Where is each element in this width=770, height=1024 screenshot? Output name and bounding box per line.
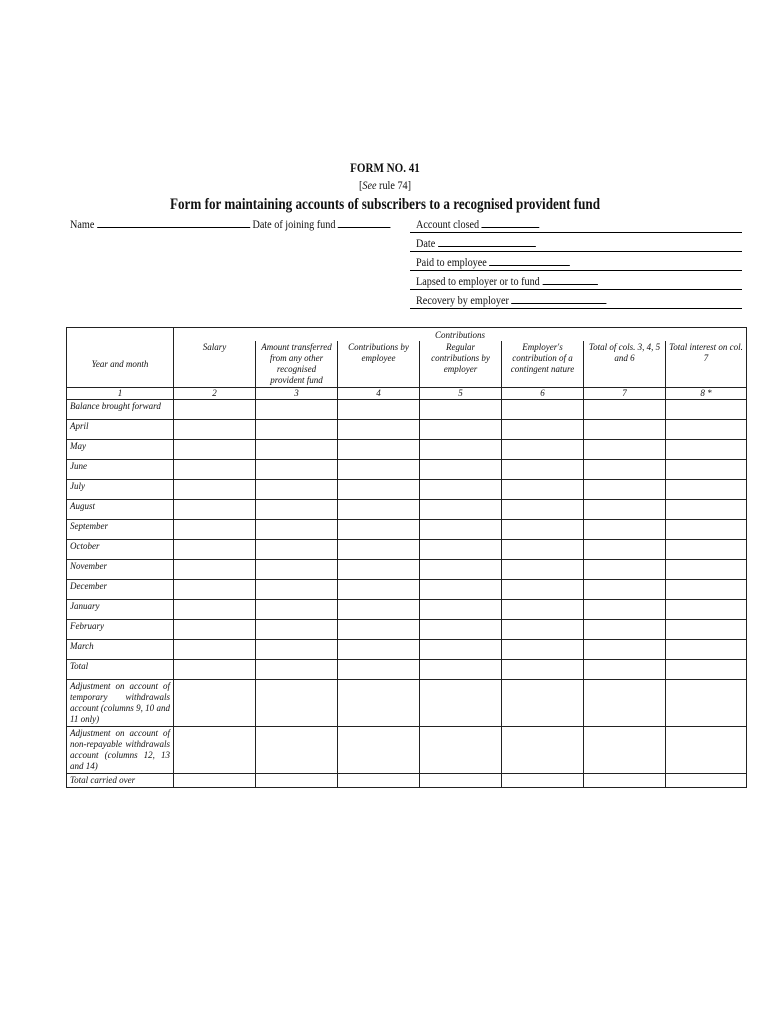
entry-cell[interactable]: [256, 600, 338, 620]
table-row: [67, 480, 747, 500]
row-label: May: [67, 440, 174, 460]
entry-cell[interactable]: [584, 480, 666, 500]
divider: [410, 289, 742, 290]
entry-cell[interactable]: [338, 560, 420, 580]
entry-cell[interactable]: [502, 540, 584, 560]
ledger-table: [66, 327, 747, 788]
column-header: Regular contributions by employer: [420, 341, 502, 388]
entry-cell[interactable]: [174, 400, 256, 420]
divider: [410, 232, 742, 233]
entry-cell[interactable]: [502, 520, 584, 540]
entry-cell[interactable]: [502, 600, 584, 620]
column-header: Employer's contribution of a contingent nature: [502, 341, 584, 388]
entry-cell[interactable]: [256, 480, 338, 500]
entry-cell[interactable]: [338, 774, 420, 788]
row-label: Total: [67, 660, 174, 680]
column-number: 7: [584, 388, 666, 400]
entry-cell[interactable]: [420, 600, 502, 620]
date-joining-label: Date of joining fund: [252, 217, 336, 231]
table-row: [67, 540, 747, 560]
column-header: Year and month: [67, 328, 174, 388]
entry-cell[interactable]: [420, 680, 502, 727]
entry-cell[interactable]: [502, 640, 584, 660]
column-header: Amount transferred from any other recognised provident fund: [256, 341, 338, 388]
entry-cell[interactable]: [420, 440, 502, 460]
name-field[interactable]: [70, 217, 391, 232]
entry-cell[interactable]: [584, 540, 666, 560]
entry-cell[interactable]: [584, 680, 666, 727]
account-closed-blank[interactable]: [482, 217, 540, 228]
entry-cell[interactable]: [256, 680, 338, 727]
column-header: Total of cols. 3, 4, 5 and 6: [584, 341, 666, 388]
column-header: Salary: [174, 341, 256, 388]
name-label: Name: [70, 217, 95, 231]
divider: [410, 308, 742, 309]
entry-cell[interactable]: [420, 580, 502, 600]
date-label: Date: [416, 236, 436, 250]
entry-cell[interactable]: [420, 640, 502, 660]
entry-cell[interactable]: [666, 500, 747, 520]
row-label: Balance brought forward: [67, 400, 174, 420]
entry-cell[interactable]: [666, 420, 747, 440]
entry-cell[interactable]: [584, 560, 666, 580]
entry-cell[interactable]: [420, 480, 502, 500]
paid-blank[interactable]: [489, 255, 570, 266]
table-row: [67, 420, 747, 440]
table-row: [67, 620, 747, 640]
row-label: January: [67, 600, 174, 620]
recovery-blank[interactable]: [511, 293, 606, 304]
table-row: [67, 500, 747, 520]
row-label: November: [67, 560, 174, 580]
name-blank[interactable]: [97, 217, 250, 228]
entry-cell[interactable]: [584, 620, 666, 640]
row-label: June: [67, 460, 174, 480]
entry-cell[interactable]: [502, 727, 584, 774]
entry-cell[interactable]: [420, 520, 502, 540]
column-number: 8 *: [666, 388, 747, 400]
entry-cell[interactable]: [420, 727, 502, 774]
entry-cell[interactable]: [502, 460, 584, 480]
row-label: Adjustment on account of temporary withdrawals account (columns 9, 10 and 11 only): [67, 680, 174, 727]
entry-cell[interactable]: [420, 420, 502, 440]
entry-cell[interactable]: [502, 680, 584, 727]
entry-cell[interactable]: [174, 640, 256, 660]
entry-cell[interactable]: [666, 774, 747, 788]
entry-cell[interactable]: [502, 620, 584, 640]
column-number: 5: [420, 388, 502, 400]
entry-cell[interactable]: [584, 400, 666, 420]
entry-cell[interactable]: [502, 774, 584, 788]
divider: [410, 251, 742, 252]
entry-cell[interactable]: [666, 440, 747, 460]
table-row: [67, 460, 747, 480]
row-label: February: [67, 620, 174, 640]
row-label: October: [67, 540, 174, 560]
entry-cell[interactable]: [174, 420, 256, 440]
entry-cell[interactable]: [174, 580, 256, 600]
entry-cell[interactable]: [174, 660, 256, 680]
entry-cell[interactable]: [502, 440, 584, 460]
table-row: [67, 774, 747, 788]
row-label: Adjustment on account of non-repayable withdrawals account (columns 12, 13 and 14): [67, 727, 174, 774]
column-number: 2: [174, 388, 256, 400]
entry-cell[interactable]: [584, 520, 666, 540]
table-row: [67, 580, 747, 600]
entry-cell[interactable]: [338, 660, 420, 680]
entry-cell[interactable]: [174, 520, 256, 540]
entry-cell[interactable]: [666, 620, 747, 640]
row-label: March: [67, 640, 174, 660]
entry-cell[interactable]: [174, 620, 256, 640]
entry-cell[interactable]: [502, 660, 584, 680]
entry-cell[interactable]: [256, 660, 338, 680]
entry-cell[interactable]: [174, 460, 256, 480]
entry-cell[interactable]: [256, 560, 338, 580]
group-header-row: [67, 328, 747, 342]
entry-cell[interactable]: [338, 600, 420, 620]
date-joining-blank[interactable]: [338, 217, 391, 228]
entry-cell[interactable]: [256, 580, 338, 600]
entry-cell[interactable]: [584, 600, 666, 620]
column-number: 1: [67, 388, 174, 400]
entry-cell[interactable]: [502, 400, 584, 420]
column-number: 4: [338, 388, 420, 400]
table-row: [67, 400, 747, 420]
entry-cell[interactable]: [666, 480, 747, 500]
entry-cell[interactable]: [256, 420, 338, 440]
entry-cell[interactable]: [666, 600, 747, 620]
entry-cell[interactable]: [584, 460, 666, 480]
column-number: 3: [256, 388, 338, 400]
entry-cell[interactable]: [502, 580, 584, 600]
divider: [410, 270, 742, 271]
row-label: April: [67, 420, 174, 440]
account-closed-label: Account closed: [416, 217, 480, 231]
entry-cell[interactable]: [256, 540, 338, 560]
paid-label: Paid to employee: [416, 255, 487, 269]
entry-cell[interactable]: [256, 400, 338, 420]
form-number: FORM NO. 41: [350, 160, 420, 175]
entry-cell[interactable]: [420, 620, 502, 640]
form-title: Form for maintaining accounts of subscribers to a recognised provident fund: [169, 196, 601, 213]
rule-reference: [See rule 74]: [358, 178, 412, 192]
entry-cell[interactable]: [584, 440, 666, 460]
lapsed-label: Lapsed to employer or to fund: [416, 274, 540, 288]
column-header: Contributions by employee: [338, 341, 420, 388]
entry-cell[interactable]: [666, 680, 747, 727]
entry-cell[interactable]: [420, 460, 502, 480]
row-label: Total carried over: [67, 774, 174, 788]
entry-cell[interactable]: [174, 500, 256, 520]
recovery-field[interactable]: [416, 293, 607, 308]
row-label: September: [67, 520, 174, 540]
entry-cell[interactable]: [256, 727, 338, 774]
paid-field[interactable]: [416, 255, 570, 270]
column-number-row: [67, 388, 747, 400]
table-row: [67, 520, 747, 540]
entry-cell[interactable]: [338, 727, 420, 774]
entry-cell[interactable]: [420, 400, 502, 420]
entry-cell[interactable]: [666, 540, 747, 560]
date-field[interactable]: [416, 236, 536, 251]
table-row: [67, 727, 747, 774]
entry-cell[interactable]: [174, 560, 256, 580]
row-label: July: [67, 480, 174, 500]
entry-cell[interactable]: [666, 727, 747, 774]
entry-cell[interactable]: [174, 774, 256, 788]
table-row: [67, 560, 747, 580]
table-row: [67, 660, 747, 680]
entry-cell[interactable]: [174, 440, 256, 460]
entry-cell[interactable]: [502, 420, 584, 440]
lapsed-field[interactable]: [416, 274, 598, 289]
entry-cell[interactable]: [420, 500, 502, 520]
row-label: August: [67, 500, 174, 520]
entry-cell[interactable]: [666, 560, 747, 580]
entry-cell[interactable]: [502, 560, 584, 580]
entry-cell[interactable]: [256, 500, 338, 520]
entry-cell[interactable]: [338, 400, 420, 420]
entry-cell[interactable]: [174, 727, 256, 774]
entry-cell[interactable]: [584, 660, 666, 680]
entry-cell[interactable]: [174, 540, 256, 560]
column-header: Total interest on col. 7: [666, 341, 747, 388]
table-row: [67, 600, 747, 620]
entry-cell[interactable]: [338, 580, 420, 600]
date-blank[interactable]: [438, 236, 536, 247]
entry-cell[interactable]: [338, 480, 420, 500]
entry-cell[interactable]: [174, 600, 256, 620]
entry-cell[interactable]: [502, 480, 584, 500]
entry-cell[interactable]: [256, 460, 338, 480]
entry-cell[interactable]: [256, 440, 338, 460]
entry-cell[interactable]: [174, 480, 256, 500]
entry-cell[interactable]: [338, 680, 420, 727]
entry-cell[interactable]: [338, 640, 420, 660]
entry-cell[interactable]: [584, 640, 666, 660]
table-row: [67, 680, 747, 727]
entry-cell[interactable]: [256, 520, 338, 540]
entry-cell[interactable]: [256, 620, 338, 640]
entry-cell[interactable]: [338, 420, 420, 440]
entry-cell[interactable]: [584, 727, 666, 774]
entry-cell[interactable]: [338, 620, 420, 640]
entry-cell[interactable]: [584, 774, 666, 788]
entry-cell[interactable]: [584, 580, 666, 600]
entry-cell[interactable]: [338, 500, 420, 520]
entry-cell[interactable]: [420, 774, 502, 788]
table-row: [67, 640, 747, 660]
entry-cell[interactable]: [256, 640, 338, 660]
entry-cell[interactable]: [666, 660, 747, 680]
entry-cell[interactable]: [338, 540, 420, 560]
entry-cell[interactable]: [502, 500, 584, 520]
entry-cell[interactable]: [420, 540, 502, 560]
table-row: [67, 440, 747, 460]
entry-cell[interactable]: [666, 640, 747, 660]
entry-cell[interactable]: [420, 560, 502, 580]
entry-cell[interactable]: [666, 460, 747, 480]
column-number: 6: [502, 388, 584, 400]
entry-cell[interactable]: [420, 660, 502, 680]
entry-cell[interactable]: [338, 440, 420, 460]
row-label: December: [67, 580, 174, 600]
entry-cell[interactable]: [338, 460, 420, 480]
recovery-label: Recovery by employer: [416, 293, 509, 307]
lapsed-blank[interactable]: [542, 274, 597, 285]
contributions-header: Contributions: [174, 328, 747, 342]
entry-cell[interactable]: [256, 774, 338, 788]
entry-cell[interactable]: [584, 500, 666, 520]
entry-cell[interactable]: [338, 520, 420, 540]
entry-cell[interactable]: [174, 680, 256, 727]
entry-cell[interactable]: [584, 420, 666, 440]
entry-cell[interactable]: [666, 400, 747, 420]
account-closed-field[interactable]: [416, 217, 540, 232]
entry-cell[interactable]: [666, 520, 747, 540]
entry-cell[interactable]: [666, 580, 747, 600]
